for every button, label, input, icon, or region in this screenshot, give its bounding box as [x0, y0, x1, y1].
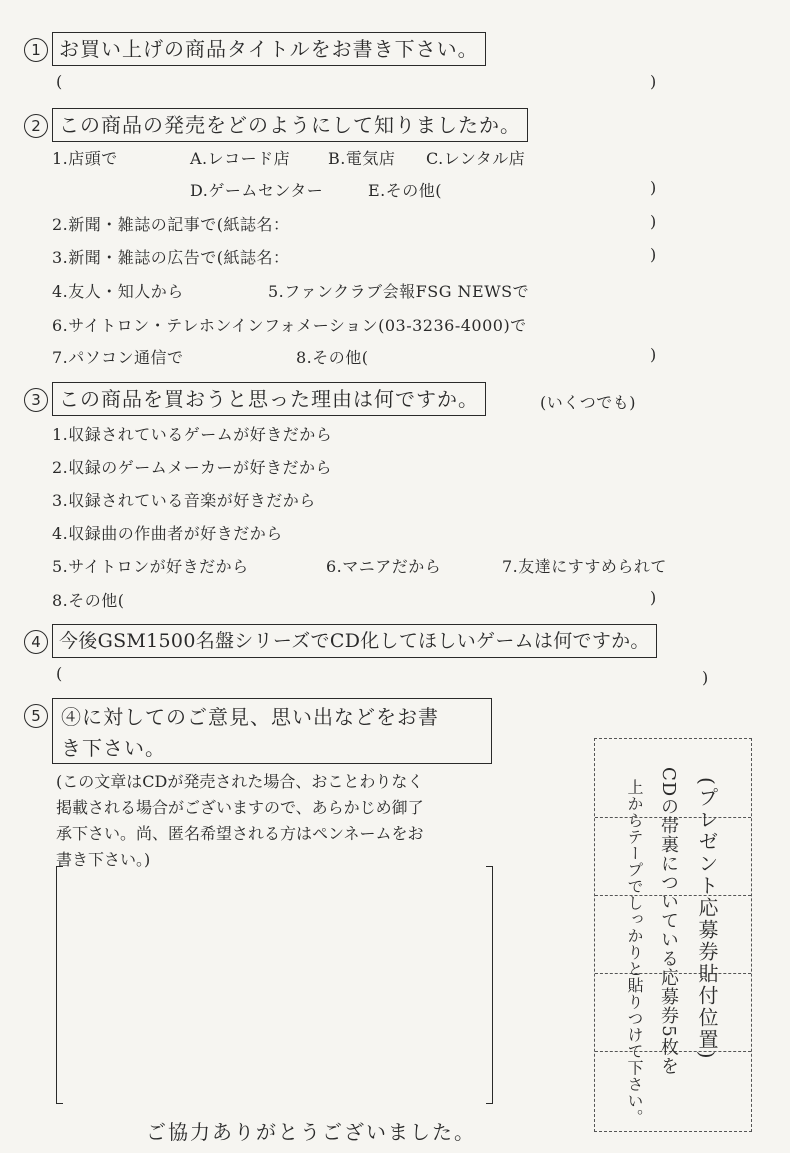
q3-option-8: 8.その他( — [52, 591, 125, 610]
question-4-close-paren: ) — [702, 668, 709, 687]
q2-option-1d: D.ゲームセンター — [190, 181, 324, 200]
question-5-title-box — [52, 698, 492, 764]
question-5-note-line-2: 掲載される場合がございますので、あらかじめ御了 — [56, 798, 424, 817]
q3-option-3: 3.収録されている音楽が好きだから — [52, 491, 316, 510]
q3-option-4: 4.収録曲の作曲者が好きだから — [52, 524, 283, 543]
question-1-close-paren: ) — [650, 72, 657, 91]
q2-option-2: 2.新聞・雑誌の記事で(紙誌名： — [52, 215, 290, 234]
q2-option-8-close: ) — [650, 345, 657, 364]
q2-option-4: 4.友人・知人から — [52, 282, 184, 301]
question-3-number: 3 — [24, 388, 48, 412]
q3-option-7: 7.友達にすすめられて — [502, 557, 667, 576]
q2-option-1: 1.店頭で — [52, 149, 118, 168]
question-4-open-paren: ( — [56, 664, 63, 683]
question-1-number: 1 — [24, 38, 48, 62]
q2-option-1a: A.レコード店 — [190, 149, 291, 168]
q3-option-5: 5.サイトロンが好きだから — [52, 557, 249, 576]
question-3-note: (いくつでも) — [540, 393, 636, 412]
q3-option-2: 2.収録のゲームメーカーが好きだから — [52, 458, 332, 477]
q2-option-3-close: ) — [650, 245, 657, 264]
answer-area-left-bracket — [56, 866, 63, 1104]
question-5-title-line-2: き下さい。 — [61, 736, 166, 760]
question-5-number: 5 — [24, 704, 48, 728]
q2-option-1e: E.その他( — [368, 181, 443, 200]
coupon-instruction-2: 上からテープでしっかりと貼りつけて下さい。 — [625, 779, 644, 1126]
question-4-number: 4 — [24, 630, 48, 654]
q2-option-8: 8.その他( — [296, 348, 369, 367]
q2-option-1c: C.レンタル店 — [426, 149, 526, 168]
q3-option-6: 6.マニアだから — [326, 557, 442, 576]
coupon-title: (プレゼント応募券貼付位置) — [695, 777, 719, 1061]
q2-option-3: 3.新聞・雑誌の広告で(紙誌名： — [52, 248, 290, 267]
q2-option-5: 5.ファンクラブ会報FSG NEWSで — [268, 282, 530, 301]
question-4-title: 今後GSM1500名盤シリーズでCD化してほしいゲームは何ですか。 — [52, 624, 657, 658]
q3-option-1: 1.収録されているゲームが好きだから — [52, 425, 333, 444]
question-2-title: この商品の発売をどのようにして知りましたか。 — [52, 108, 528, 142]
question-3-title: この商品を買おうと思った理由は何ですか。 — [52, 382, 486, 416]
coupon-instruction-1: CDの帯裏についている応募券5枚を — [658, 767, 679, 1076]
coupon-area[interactable] — [594, 738, 752, 1132]
question-1-title: お買い上げの商品タイトルをお書き下さい。 — [52, 32, 486, 66]
q2-option-1e-close: ) — [650, 178, 657, 197]
q3-option-8-close: ) — [650, 588, 657, 607]
q2-option-6: 6.サイトロン・テレホンインフォメーション(03-3236-4000)で — [52, 316, 527, 335]
question-5-note-line-1: (この文章はCDが発売された場合、おことわりなく — [56, 772, 424, 791]
question-1-open-paren: ( — [56, 72, 63, 91]
question-2-number: 2 — [24, 114, 48, 138]
question-5-note-line-3: 承下さい。尚、匿名希望される方はペンネームをお — [56, 824, 424, 843]
q2-option-7: 7.パソコン通信で — [52, 348, 184, 367]
q2-option-1b: B.電気店 — [328, 149, 396, 168]
question-5-note-line-4: 書き下さい。) — [56, 850, 151, 869]
answer-area-right-bracket — [486, 866, 493, 1104]
thanks-message: ご協力ありがとうございました。 — [146, 1120, 476, 1144]
question-5-title-line-1: ④に対してのご意見、思い出などをお書 — [61, 705, 439, 729]
answer-area[interactable] — [66, 870, 482, 1098]
q2-option-2-close: ) — [650, 212, 657, 231]
